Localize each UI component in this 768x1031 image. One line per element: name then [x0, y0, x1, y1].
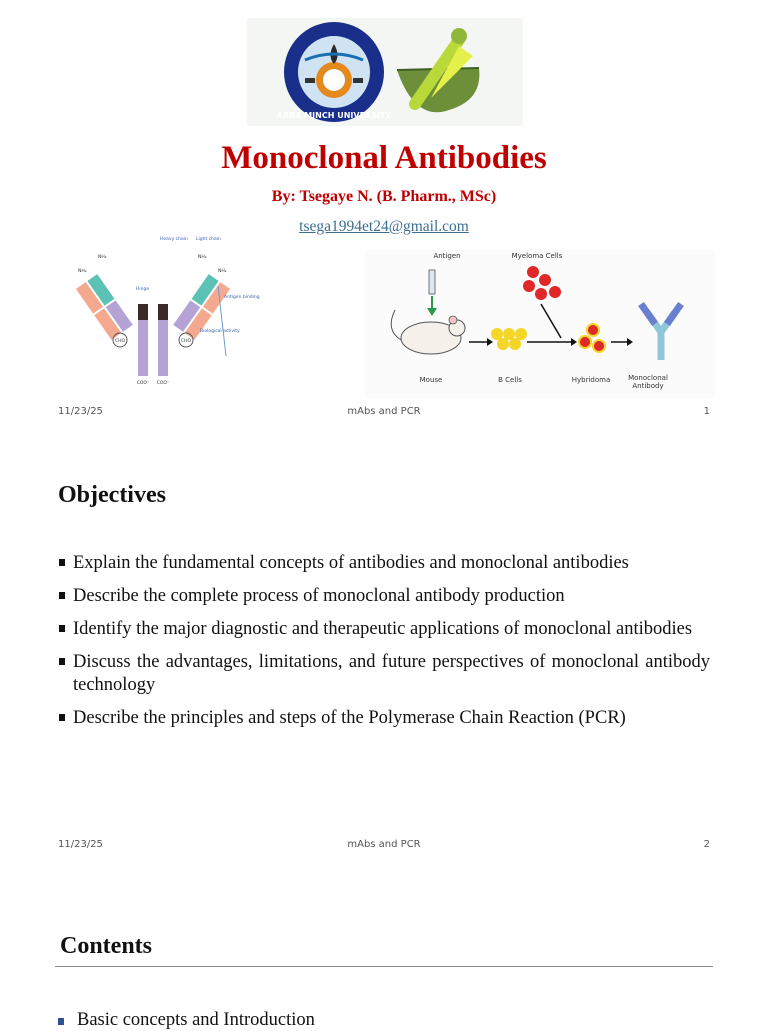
- figure-label: NH₂: [78, 269, 87, 274]
- figure-label: NH₂: [218, 269, 227, 274]
- footer-title: mAbs and PCR: [347, 406, 421, 417]
- objectives-heading: Objectives: [58, 482, 166, 508]
- footer-page-number: 1: [703, 406, 710, 417]
- slide-1: [0, 0, 768, 432]
- figure-label: Light chain: [196, 237, 221, 242]
- antibody-structure-figure: [58, 228, 260, 386]
- objective-item: Discuss the advantages, limitations, and future perspectives of monoclonal antibody technology: [58, 651, 710, 697]
- figure-label: Antigen binding: [224, 295, 260, 300]
- figure-label: Antibody: [632, 382, 664, 390]
- figure-label: Monoclonal: [628, 374, 668, 382]
- figure-label: NH₂: [98, 255, 107, 260]
- figure-label: Biological activity: [200, 329, 240, 334]
- contents-item: Basic concepts and Introduction: [60, 1010, 315, 1031]
- slide-title: Monoclonal Antibodies: [221, 140, 547, 176]
- footer-date: 11/23/25: [58, 406, 103, 417]
- figure-label: CHO: [114, 339, 126, 344]
- contents-heading: Contents: [60, 933, 153, 959]
- figure-label: COO⁻: [136, 381, 150, 386]
- mab-production-figure: [365, 250, 715, 398]
- figure-label: B Cells: [498, 376, 522, 384]
- figure-label: COO⁻: [156, 381, 170, 386]
- footer-title: mAbs and PCR: [347, 839, 421, 850]
- figure-label: Mouse: [419, 376, 443, 384]
- university-logo: [247, 18, 523, 126]
- objective-item: Explain the fundamental concepts of antibodies and monoclonal antibodies: [58, 552, 710, 575]
- author-byline: By: Tsegaye N. (B. Pharm., MSc): [271, 188, 497, 205]
- author-email-link[interactable]: tsega1994et24@gmail.com: [299, 218, 469, 235]
- figure-label: Myeloma Cells: [511, 252, 563, 260]
- logo-lettering: ARBA MINCH UNIVERSITY: [276, 111, 392, 120]
- figure-label: Antigen: [433, 252, 461, 260]
- objective-item: Identify the major diagnostic and therapeutic applications of monoclonal antibodies: [58, 618, 710, 641]
- figure-label: CHO: [180, 339, 192, 344]
- figure-label: Hinge: [136, 287, 150, 292]
- objective-item: Describe the complete process of monoclonal antibody production: [58, 585, 710, 608]
- figure-label: Heavy chain: [160, 237, 188, 242]
- figure-label: Hybridoma: [571, 376, 611, 384]
- objectives-list: [58, 552, 710, 740]
- slide-3: [0, 865, 768, 1030]
- footer-page-number: 2: [703, 839, 710, 850]
- slide-2: [0, 432, 768, 865]
- figure-label: NH₂: [198, 255, 207, 260]
- footer-date: 11/23/25: [58, 839, 103, 850]
- heading-divider: [55, 966, 713, 967]
- objective-item: Describe the principles and steps of the Polymerase Chain Reaction (PCR): [58, 707, 710, 730]
